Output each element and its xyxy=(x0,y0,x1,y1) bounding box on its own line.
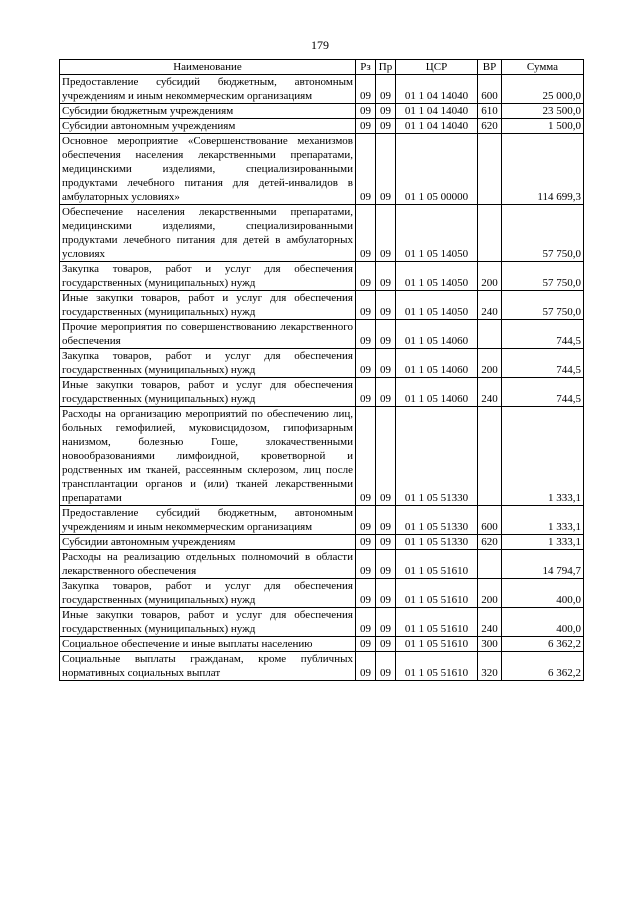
row-pr: 09 xyxy=(376,205,396,262)
row-vr: 300 xyxy=(478,637,502,652)
row-name: Обеспечение населения лекарственными препаратами, медицинскими изделиями, специализированными продуктами лечебного питания для детей в амбулаторных условиях xyxy=(60,205,356,262)
row-rz: 09 xyxy=(356,75,376,104)
row-pr: 09 xyxy=(376,119,396,134)
table-row xyxy=(60,579,584,608)
row-rz: 09 xyxy=(356,637,376,652)
row-rz: 09 xyxy=(356,320,376,349)
row-name: Социальные выплаты гражданам, кроме публичных нормативных социальных выплат xyxy=(60,652,356,681)
row-pr: 09 xyxy=(376,134,396,205)
row-sum: 1 333,1 xyxy=(502,506,584,535)
row-csr: 01 1 05 51330 xyxy=(396,407,478,506)
row-rz: 09 xyxy=(356,608,376,637)
table-row xyxy=(60,320,584,349)
row-csr: 01 1 05 14050 xyxy=(396,262,478,291)
row-pr: 09 xyxy=(376,75,396,104)
table-row xyxy=(60,205,584,262)
row-rz: 09 xyxy=(356,205,376,262)
table-row xyxy=(60,608,584,637)
row-name: Предоставление субсидий бюджетным, автономным учреждениям и иным некоммерческим организациям xyxy=(60,75,356,104)
row-pr: 09 xyxy=(376,407,396,506)
row-vr: 200 xyxy=(478,262,502,291)
row-vr xyxy=(478,134,502,205)
row-vr: 610 xyxy=(478,104,502,119)
row-sum: 1 500,0 xyxy=(502,119,584,134)
row-rz: 09 xyxy=(356,104,376,119)
row-sum: 744,5 xyxy=(502,349,584,378)
row-sum: 1 333,1 xyxy=(502,407,584,506)
row-csr: 01 1 05 14060 xyxy=(396,378,478,407)
row-rz: 09 xyxy=(356,407,376,506)
row-csr: 01 1 05 14060 xyxy=(396,349,478,378)
table-row xyxy=(60,75,584,104)
row-csr: 01 1 04 14040 xyxy=(396,75,478,104)
row-pr: 09 xyxy=(376,550,396,579)
row-sum: 1 333,1 xyxy=(502,535,584,550)
row-csr: 01 1 05 14050 xyxy=(396,291,478,320)
row-vr: 200 xyxy=(478,349,502,378)
row-sum: 400,0 xyxy=(502,608,584,637)
row-vr xyxy=(478,205,502,262)
header-csr: ЦСР xyxy=(396,60,478,75)
table-row xyxy=(60,652,584,681)
row-vr: 240 xyxy=(478,378,502,407)
row-name: Расходы на организацию мероприятий по обеспечению лиц, больных гемофилией, муковисцидозом, гипофизарным нанизмом, болезнью Гоше, злокачественными новообразованиями лимфоидной, кроветворной и родственных им тканей, рассеянным склерозом, лиц после трансплантации органов и (или) тканей лекарственными препаратами xyxy=(60,407,356,506)
row-sum: 25 000,0 xyxy=(502,75,584,104)
row-csr: 01 1 05 00000 xyxy=(396,134,478,205)
row-name: Закупка товаров, работ и услуг для обеспечения государственных (муниципальных) нужд xyxy=(60,579,356,608)
table-row xyxy=(60,378,584,407)
row-rz: 09 xyxy=(356,579,376,608)
table-row xyxy=(60,407,584,506)
row-sum: 400,0 xyxy=(502,579,584,608)
table-header xyxy=(60,60,584,75)
row-name: Расходы на реализацию отдельных полномочий в области лекарственного обеспечения xyxy=(60,550,356,579)
row-pr: 09 xyxy=(376,349,396,378)
row-name: Основное мероприятие «Совершенствование механизмов обеспечения населения лекарственными препаратами, медицинскими изделиями, специализированными продуктами лечебного питания для детей-инвалидов в амбулаторных условиях» xyxy=(60,134,356,205)
row-name: Субсидии автономным учреждениям xyxy=(60,119,356,134)
header-row xyxy=(60,60,584,75)
row-pr: 09 xyxy=(376,320,396,349)
row-sum: 114 699,3 xyxy=(502,134,584,205)
row-csr: 01 1 05 51610 xyxy=(396,637,478,652)
row-sum: 6 362,2 xyxy=(502,637,584,652)
row-vr xyxy=(478,550,502,579)
row-pr: 09 xyxy=(376,637,396,652)
row-name: Закупка товаров, работ и услуг для обеспечения государственных (муниципальных) нужд xyxy=(60,262,356,291)
row-vr: 200 xyxy=(478,579,502,608)
header-sum: Сумма xyxy=(502,60,584,75)
row-rz: 09 xyxy=(356,134,376,205)
table-row xyxy=(60,134,584,205)
row-sum: 744,5 xyxy=(502,378,584,407)
header-name: Наименование xyxy=(60,60,356,75)
row-vr: 240 xyxy=(478,291,502,320)
row-rz: 09 xyxy=(356,535,376,550)
row-name: Социальное обеспечение и иные выплаты населению xyxy=(60,637,356,652)
row-pr: 09 xyxy=(376,291,396,320)
row-csr: 01 1 05 14060 xyxy=(396,320,478,349)
row-csr: 01 1 05 51610 xyxy=(396,579,478,608)
row-sum: 6 362,2 xyxy=(502,652,584,681)
table-row xyxy=(60,349,584,378)
row-name: Субсидии бюджетным учреждениям xyxy=(60,104,356,119)
table-row xyxy=(60,506,584,535)
row-name: Субсидии автономным учреждениям xyxy=(60,535,356,550)
row-pr: 09 xyxy=(376,579,396,608)
row-name: Иные закупки товаров, работ и услуг для обеспечения государственных (муниципальных) нужд xyxy=(60,291,356,320)
budget-table xyxy=(59,59,584,681)
table-row xyxy=(60,291,584,320)
row-csr: 01 1 05 51610 xyxy=(396,608,478,637)
row-csr: 01 1 05 51330 xyxy=(396,506,478,535)
row-vr xyxy=(478,407,502,506)
row-pr: 09 xyxy=(376,262,396,291)
row-vr: 240 xyxy=(478,608,502,637)
row-csr: 01 1 05 51610 xyxy=(396,652,478,681)
row-pr: 09 xyxy=(376,104,396,119)
table-row xyxy=(60,637,584,652)
table-row xyxy=(60,535,584,550)
row-rz: 09 xyxy=(356,262,376,291)
table-row xyxy=(60,262,584,291)
row-vr: 320 xyxy=(478,652,502,681)
row-pr: 09 xyxy=(376,506,396,535)
row-pr: 09 xyxy=(376,608,396,637)
row-sum: 23 500,0 xyxy=(502,104,584,119)
row-sum: 57 750,0 xyxy=(502,262,584,291)
row-rz: 09 xyxy=(356,652,376,681)
header-rz: Рз xyxy=(356,60,376,75)
row-csr: 01 1 04 14040 xyxy=(396,119,478,134)
row-name: Иные закупки товаров, работ и услуг для обеспечения государственных (муниципальных) нужд xyxy=(60,378,356,407)
row-csr: 01 1 05 14050 xyxy=(396,205,478,262)
row-rz: 09 xyxy=(356,378,376,407)
row-pr: 09 xyxy=(376,652,396,681)
row-vr xyxy=(478,320,502,349)
header-pr: Пр xyxy=(376,60,396,75)
row-name: Закупка товаров, работ и услуг для обеспечения государственных (муниципальных) нужд xyxy=(60,349,356,378)
row-sum: 57 750,0 xyxy=(502,291,584,320)
row-vr: 600 xyxy=(478,75,502,104)
row-csr: 01 1 04 14040 xyxy=(396,104,478,119)
row-name: Предоставление субсидий бюджетным, автономным учреждениям и иным некоммерческим организациям xyxy=(60,506,356,535)
page-number: 179 xyxy=(311,38,329,52)
table-row xyxy=(60,104,584,119)
row-vr: 620 xyxy=(478,119,502,134)
row-rz: 09 xyxy=(356,550,376,579)
row-pr: 09 xyxy=(376,535,396,550)
row-name: Иные закупки товаров, работ и услуг для обеспечения государственных (муниципальных) нужд xyxy=(60,608,356,637)
table-row xyxy=(60,550,584,579)
row-pr: 09 xyxy=(376,378,396,407)
row-vr: 600 xyxy=(478,506,502,535)
header-vr: ВР xyxy=(478,60,502,75)
row-sum: 14 794,7 xyxy=(502,550,584,579)
row-rz: 09 xyxy=(356,291,376,320)
row-sum: 744,5 xyxy=(502,320,584,349)
row-csr: 01 1 05 51330 xyxy=(396,535,478,550)
row-vr: 620 xyxy=(478,535,502,550)
row-name: Прочие мероприятия по совершенствованию лекарственного обеспечения xyxy=(60,320,356,349)
row-rz: 09 xyxy=(356,506,376,535)
row-csr: 01 1 05 51610 xyxy=(396,550,478,579)
row-rz: 09 xyxy=(356,349,376,378)
row-rz: 09 xyxy=(356,119,376,134)
row-sum: 57 750,0 xyxy=(502,205,584,262)
table-body xyxy=(60,75,584,681)
table-row xyxy=(60,119,584,134)
